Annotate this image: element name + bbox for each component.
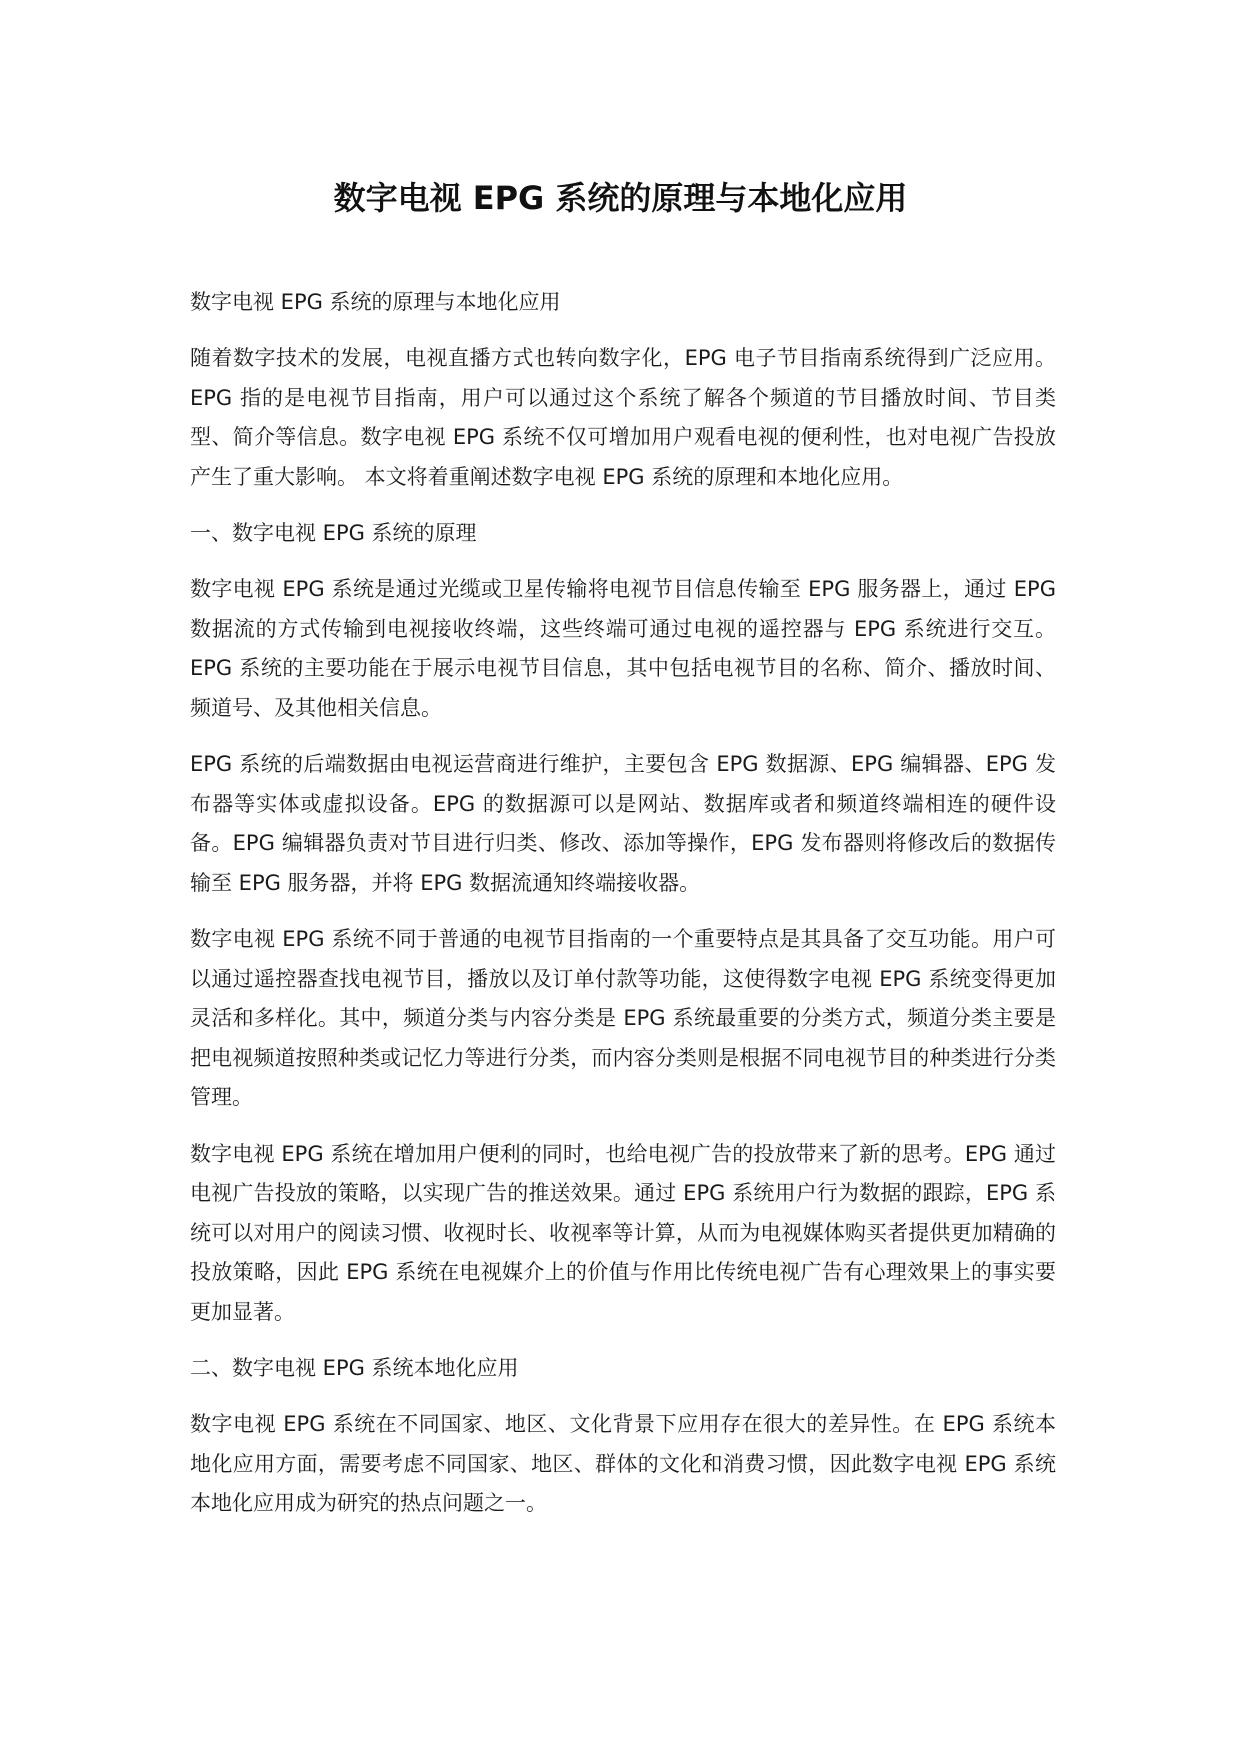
section-1-paragraph-2: EPG 系统的后端数据由电视运营商进行维护，主要包含 EPG 数据源、EPG 编辑器、EPG 发布器等实体或虚拟设备。EPG 的数据源可以是网站、数据库或者和频道终端相连的硬件设备。EPG 编辑器负责对节目进行归类、修改、添加等操作，EPG 发布器则将修改后的数据传输至 EPG 服务器，并将 EPG 数据流通知终端接收器。: [190, 752, 1056, 895]
intro-paragraph: 随着数字技术的发展，电视直播方式也转向数字化，EPG 电子节目指南系统得到广泛应用。EPG 指的是电视节目指南，用户可以通过这个系统了解各个频道的节目播放时间、节目类型、简介等信息。数字电视 EPG 系统不仅可增加用户观看电视的便利性，也对电视广告投放产生了重大影响。 本文将着重阐述数字电视 EPG 系统的原理和本地化应用。: [190, 346, 1056, 489]
section-2-paragraph-1: 数字电视 EPG 系统在不同国家、地区、文化背景下应用存在很大的差异性。在 EPG 系统本地化应用方面，需要考虑不同国家、地区、群体的文化和消费习惯，因此数字电视 EPG 系统本地化应用成为研究的热点问题之一。: [190, 1412, 1056, 1515]
section-2-heading: 二、数字电视 EPG 系统本地化应用: [190, 1356, 519, 1380]
section-1-heading: 一、数字电视 EPG 系统的原理: [190, 521, 477, 545]
document-subtitle: 数字电视 EPG 系统的原理与本地化应用: [190, 290, 561, 314]
document-body: [190, 283, 1056, 1541]
section-1-paragraph-1: 数字电视 EPG 系统是通过光缆或卫星传输将电视节目信息传输至 EPG 服务器上，通过 EPG 数据流的方式传输到电视接收终端，这些终端可通过电视的遥控器与 EPG 系统进行交互。EPG 系统的主要功能在于展示电视节目信息，其中包括电视节目的名称、简介、播放时间、频道号、及其他相关信息。: [190, 577, 1056, 720]
document-title: 数字电视 EPG 系统的原理与本地化应用: [333, 179, 908, 217]
section-1-paragraph-3: 数字电视 EPG 系统不同于普通的电视节目指南的一个重要特点是其具备了交互功能。用户可以通过遥控器查找电视节目，播放以及订单付款等功能，这使得数字电视 EPG 系统变得更加灵活和多样化。其中，频道分类与内容分类是 EPG 系统最重要的分类方式，频道分类主要是把电视频道按照种类或记忆力等进行分类，而内容分类则是根据不同电视节目的种类进行分类管理。: [190, 927, 1056, 1109]
section-1-paragraph-4: 数字电视 EPG 系统在增加用户便利的同时，也给电视广告的投放带来了新的思考。EPG 通过电视广告投放的策略，以实现广告的推送效果。通过 EPG 系统用户行为数据的跟踪，EPG 系统可以对用户的阅读习惯、收视时长、收视率等计算，从而为电视媒体购买者提供更加精确的投放策略，因此 EPG 系统在电视媒介上的价值与作用比传统电视广告有心理效果上的事实要更加显著。: [190, 1141, 1056, 1324]
